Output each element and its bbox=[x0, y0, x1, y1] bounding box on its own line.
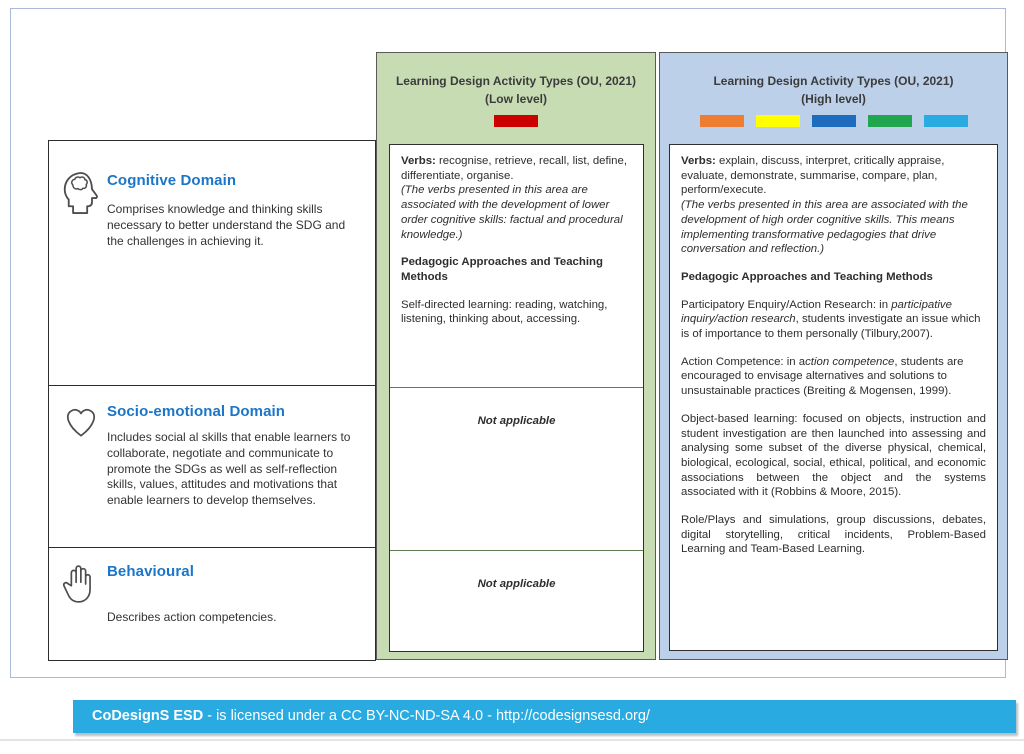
heart-icon bbox=[49, 402, 107, 547]
page-edge-line bbox=[0, 739, 1024, 741]
column-high-title: Learning Design Activity Types (OU, 2021) bbox=[713, 74, 954, 88]
column-low-header bbox=[377, 53, 655, 127]
cell-low-behavioural: Not applicable bbox=[390, 550, 643, 651]
domain-row-socio-emotional bbox=[49, 385, 375, 547]
column-high-subtitle: (High level) bbox=[801, 92, 866, 106]
domain-row-behavioural bbox=[49, 547, 375, 660]
domain-description-cognitive: Comprises knowledge and thinking skills necessary to better understand the SDG and the challenges in achieving it. bbox=[107, 202, 346, 248]
color-swatch bbox=[868, 115, 912, 127]
color-swatch bbox=[756, 115, 800, 127]
cell-low-socio-emotional: Not applicable bbox=[390, 387, 643, 550]
domain-row-cognitive bbox=[49, 141, 375, 385]
color-swatch bbox=[812, 115, 856, 127]
cell-low-cognitive: Verbs: recognise, retrieve, recall, list, define, differentiate, organise. (The verbs presented in this area are associated with the development of lower order cognitive skills: factual and procedural knowledge.) Pedagogic Approaches and Teaching Methods Self-directed learning: reading, watching, listening, thinking about, accessing. bbox=[401, 155, 628, 326]
high-level-color-key bbox=[673, 115, 994, 127]
domain-title-behavioural: Behavioural bbox=[107, 563, 194, 580]
column-low-subtitle: (Low level) bbox=[484, 92, 547, 106]
color-swatch bbox=[924, 115, 968, 127]
low-level-cells bbox=[389, 144, 644, 652]
license-brand: CoDesignS ESD bbox=[92, 708, 204, 724]
license-text: - is licensed under a CC BY-NC-ND-SA 4.0 - bbox=[203, 708, 496, 724]
domain-title-socio-emotional: Socio-emotional Domain bbox=[107, 403, 286, 420]
domain-description-socio-emotional: Includes social al skills that enable learners to collaborate, negotiate and communicate to promote the SDGs as well as self-reflection skills, values, attitudes and motivations that enable learners to develop themselves. bbox=[107, 430, 351, 508]
hand-icon bbox=[49, 562, 107, 660]
cell-high-all-domains: Verbs: explain, discuss, interpret, critically appraise, evaluate, demonstrate, summarise, compare, plan, perform/execute. (The verbs presented in this area are associated with the development of high order cognitive skills. This means implementing transformative pedagogies that drive conversation and reflection.) Pedagogic Approaches and Teaching Methods Participatory Enquiry/Action Research: in participative inquiry/action research, students investigate an issue which is of importance to them personally (Tilbury,2007). Action Competence: in action competence, students are encouraged to envisage alternatives and solutions to unsustainable practices (Breiting & Mogensen, 1999). Object-based learning: focused on objects, instruction and student investigation are then launched into assessing and analysing some subset of the diverse physical, chemical, biological, ecological, social, ethical, political, and economic associations between the object and the systems associated with it (Robbins & Moore, 2015). Role/Plays and simulations, group discussions, debates, digital storytelling, critical incidents, Problem-Based Learning and Team-Based Learning. bbox=[669, 144, 998, 651]
license-url[interactable]: http://codesignsesd.org/ bbox=[495, 708, 650, 724]
column-low-level bbox=[376, 52, 656, 660]
domain-description-behavioural: Describes action competencies. bbox=[107, 610, 277, 624]
column-low-title: Learning Design Activity Types (OU, 2021) bbox=[395, 74, 637, 88]
outer-frame bbox=[10, 8, 1006, 678]
color-swatch bbox=[700, 115, 744, 127]
column-high-header bbox=[660, 53, 1007, 127]
low-level-color-key bbox=[390, 115, 642, 127]
column-high-level bbox=[659, 52, 1008, 660]
brain-icon bbox=[49, 171, 107, 385]
color-swatch bbox=[494, 115, 538, 127]
domain-title-cognitive: Cognitive Domain bbox=[107, 172, 237, 189]
domains-panel bbox=[48, 140, 376, 661]
license-bar bbox=[73, 700, 1016, 733]
